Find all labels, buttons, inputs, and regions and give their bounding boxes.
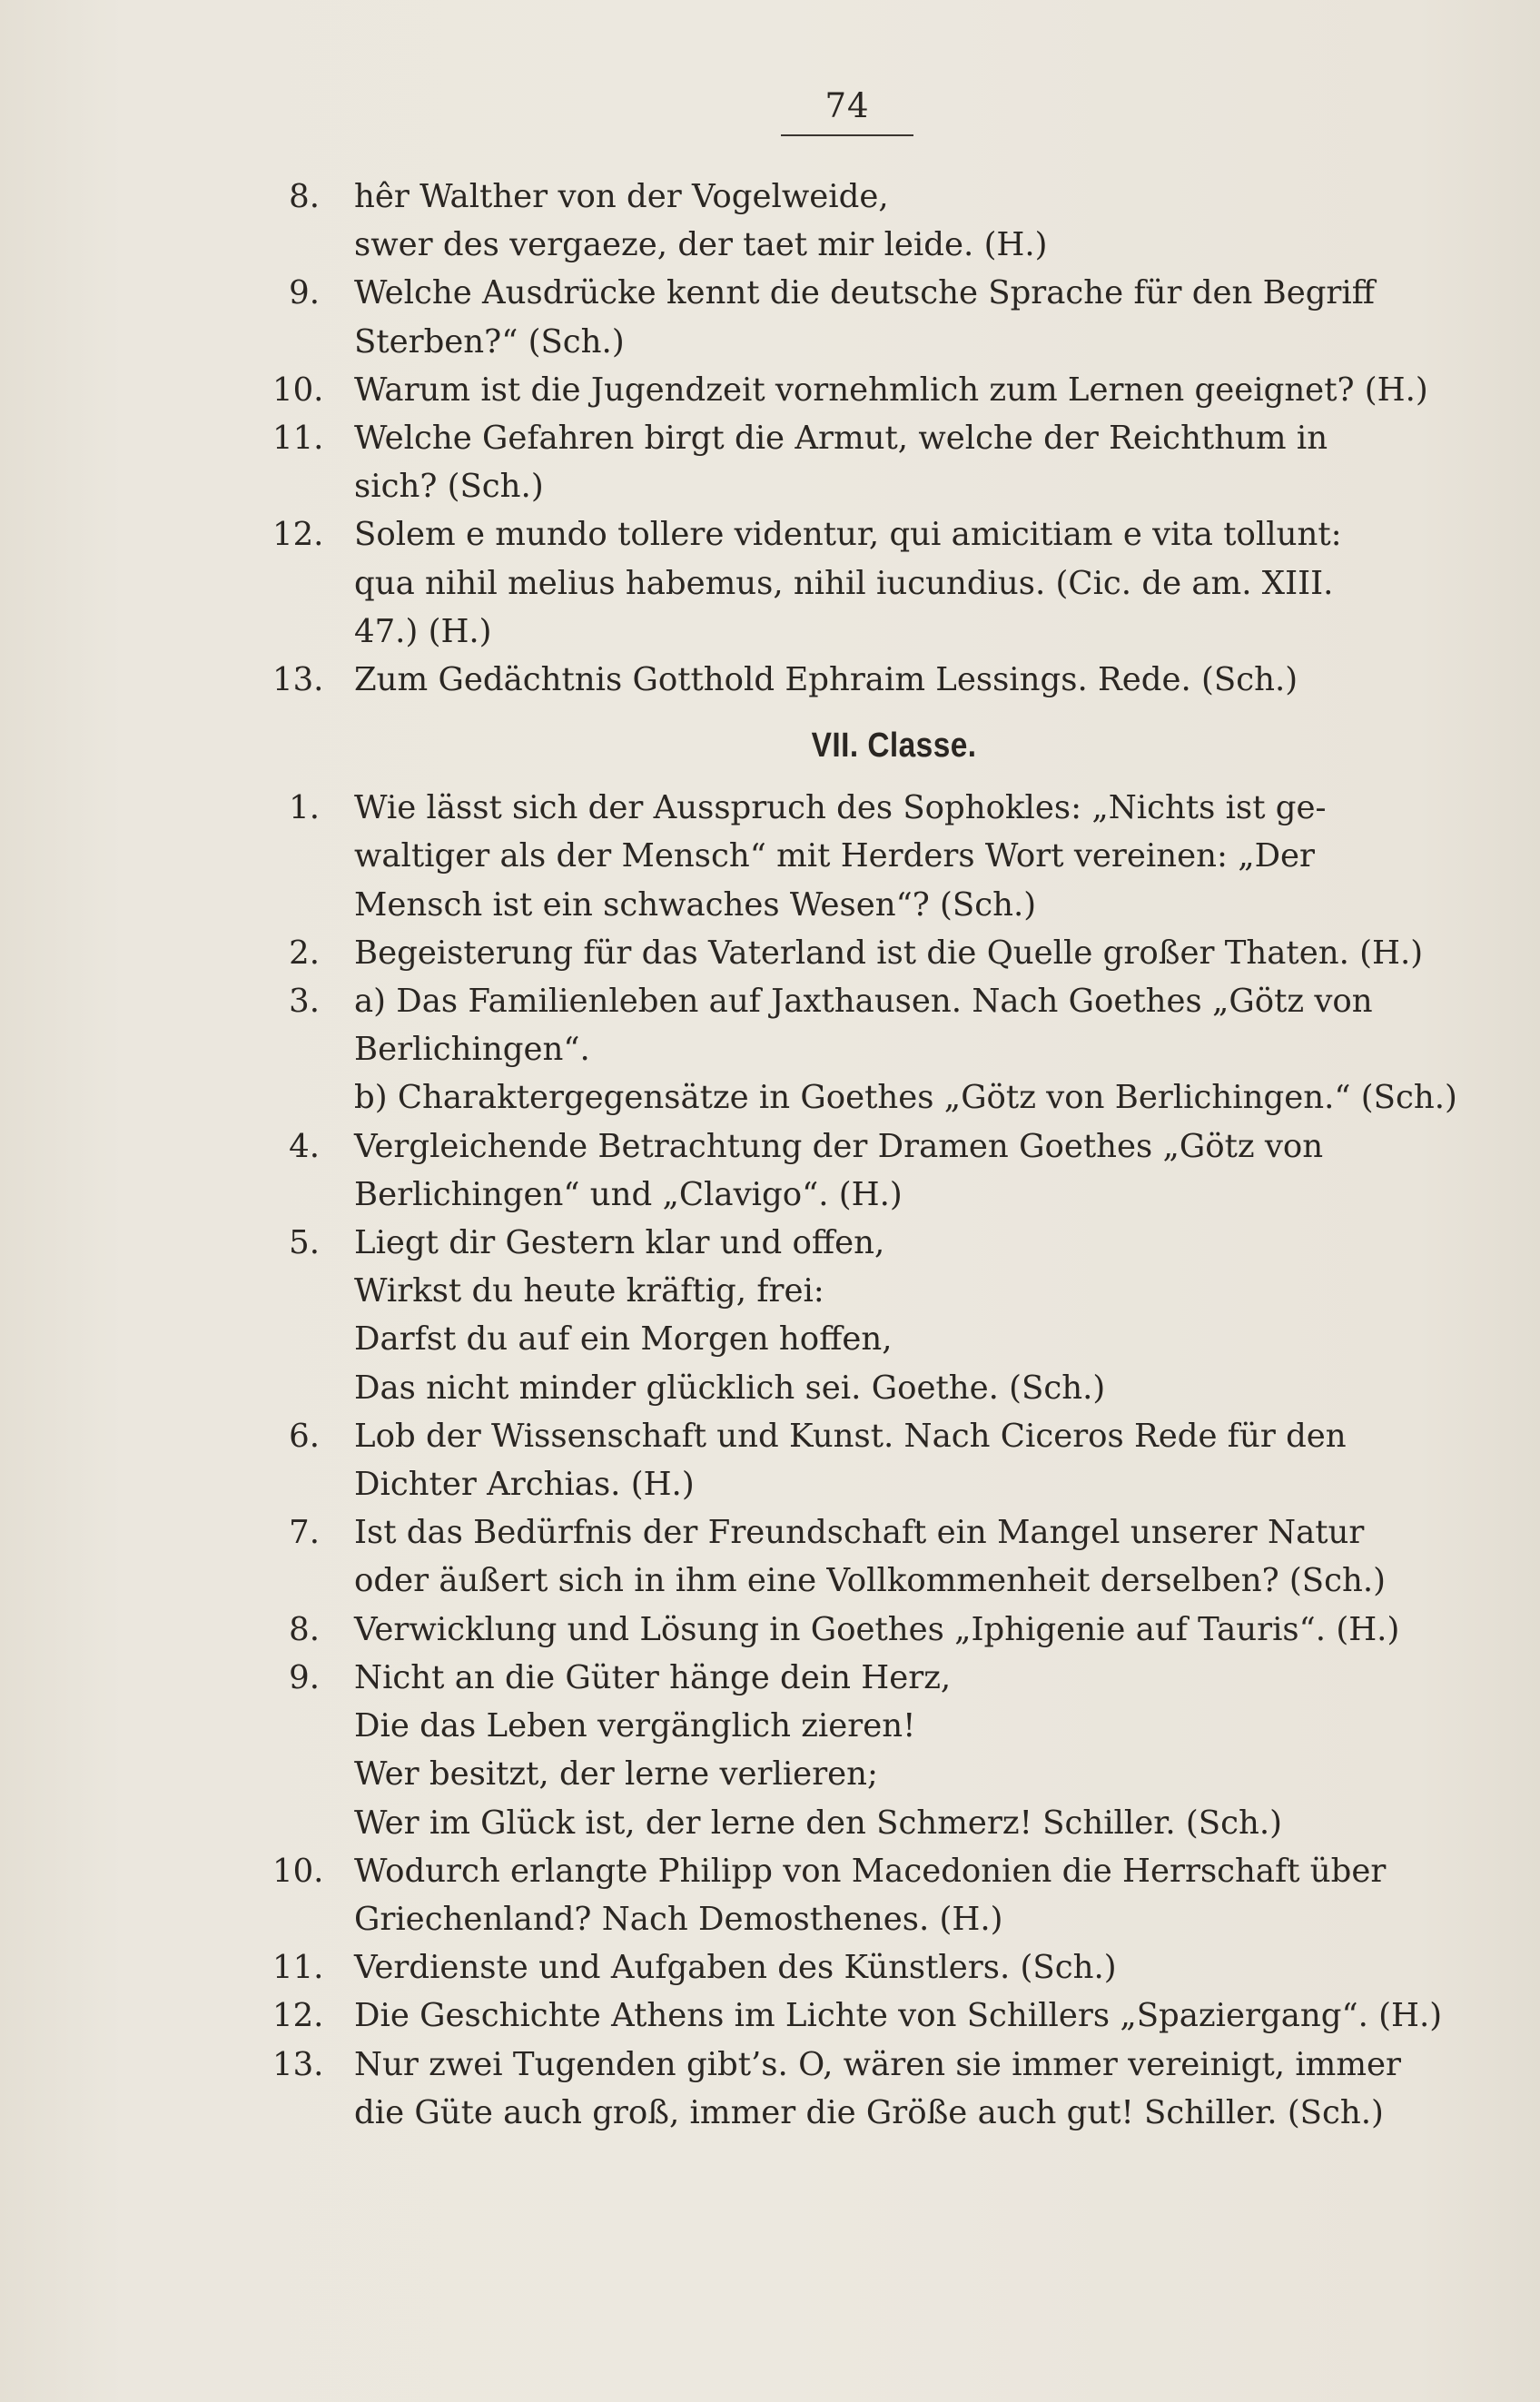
topic-item (272, 1219, 1444, 1412)
topic-text-line: Die Geschichte Athens im Lichte von Schillers „Spaziergang“. (H.) (354, 1997, 1443, 2035)
topic-text-line: Ist das Bedürfnis der Freundschaft ein Mangel unserer Natur (354, 1514, 1365, 1552)
topic-text-line: qua nihil melius habemus, nihil iucundius. (Cic. de am. XIII. (354, 564, 1334, 602)
topic-item (272, 269, 1444, 365)
topic-number: 13. (272, 2045, 324, 2083)
topic-text-line: Berlichingen“. (354, 1031, 590, 1069)
topic-number: 8. (289, 1610, 320, 1648)
topic-number: 13. (272, 661, 324, 699)
topic-text-line: sich? (Sch.) (354, 468, 544, 506)
topic-text-line: Nicht an die Güter hänge dein Herz, (354, 1658, 952, 1696)
topic-number: 12. (272, 516, 324, 554)
topic-text-line: Sterben?“ (Sch.) (354, 322, 625, 361)
topic-text-line: b) Charaktergegensätze in Goethes „Götz von Berlichingen.“ (Sch.) (354, 1079, 1457, 1117)
topic-item (272, 929, 1444, 977)
page-number-rule (781, 134, 913, 136)
topic-text-line: Begeisterung für das Vaterland ist die Quelle großer Thaten. (H.) (354, 934, 1424, 972)
topic-number: 12. (272, 1997, 324, 2035)
topic-number: 3. (289, 983, 320, 1021)
topic-text-line: oder äußert sich in ihm eine Vollkommenheit derselben? (Sch.) (354, 1562, 1386, 1600)
topic-text-line: Warum ist die Jugendzeit vornehmlich zum Lernen geeignet? (H.) (354, 371, 1428, 409)
topic-text-line: die Güte auch groß, immer die Größe auch gut! Schiller. (Sch.) (354, 2093, 1384, 2131)
topic-text-line: a) Das Familienleben auf Jaxthausen. Nach Goethes „Götz von (354, 983, 1373, 1021)
topic-number: 2. (289, 934, 320, 972)
topic-number: 5. (289, 1224, 320, 1262)
topic-item (272, 784, 1444, 929)
topic-text-line: Wie lässt sich der Ausspruch des Sophokles: „Nichts ist ge- (354, 789, 1327, 827)
topic-number: 8. (289, 178, 320, 215)
topic-item (272, 1943, 1444, 1992)
topic-text-line: Solem e mundo tollere videntur, qui amicitiam e vita tollunt: (354, 516, 1342, 554)
topic-text-line: Wodurch erlangte Philipp von Macedonien die Herrschaft über (354, 1852, 1387, 1890)
topic-text-line: Wer besitzt, der lerne verlieren; (354, 1755, 878, 1794)
topic-item (272, 414, 1444, 510)
topic-text-line: Verdienste und Aufgaben des Künstlers. (Sch.) (354, 1949, 1117, 1987)
topic-text-line: hêr Walther von der Vogelweide, (354, 178, 889, 215)
topic-text-line: Zum Gedächtnis Gotthold Ephraim Lessings. Rede. (Sch.) (354, 661, 1298, 699)
topic-list-vii (272, 784, 1457, 2137)
topic-text-line: Verwicklung und Lösung in Goethes „Iphigenie auf Tauris“. (H.) (354, 1610, 1400, 1648)
topic-text-line: Das nicht minder glücklich sei. Goethe. (Sch.) (354, 1369, 1106, 1407)
topic-item (272, 2041, 1444, 2137)
topic-text-line: 47.) (H.) (354, 612, 492, 650)
topic-text-line: Lob der Wissenschaft und Kunst. Nach Ciceros Rede für den (354, 1417, 1347, 1455)
topic-item (272, 1122, 1444, 1219)
topic-number: 11. (272, 420, 324, 458)
topic-item (272, 1412, 1444, 1508)
topic-number: 11. (272, 1949, 324, 1987)
topic-text-line: Wer im Glück ist, der lerne den Schmerz! Schiller. (Sch.) (354, 1804, 1282, 1842)
topic-item (272, 1606, 1444, 1654)
page-content (272, 173, 1457, 2137)
topic-item (272, 173, 1444, 269)
topic-number: 10. (272, 1852, 324, 1890)
topic-text-line: Berlichingen“ und „Clavigo“. (H.) (354, 1175, 903, 1213)
topic-text-line: Nur zwei Tugenden gibt’s. O, wären sie immer vereinigt, immer (354, 2045, 1401, 2083)
topic-number: 6. (289, 1417, 320, 1455)
topic-number: 7. (289, 1514, 320, 1552)
topic-item (272, 1654, 1444, 1847)
topic-item (272, 1992, 1444, 2040)
topic-text-line: Darfst du auf ein Morgen hoffen, (354, 1320, 893, 1359)
topic-text-line: Vergleichende Betrachtung der Dramen Goethes „Götz von (354, 1127, 1324, 1165)
topic-text-line: Welche Gefahren birgt die Armut, welche der Reichthum in (354, 420, 1328, 458)
topic-item (272, 656, 1444, 704)
topic-text-line: Mensch ist ein schwaches Wesen“? (Sch.) (354, 885, 1037, 924)
topic-number: 1. (289, 789, 320, 827)
topic-text-line: waltiger als der Mensch“ mit Herders Wort vereinen: „Der (354, 837, 1316, 875)
topic-text-line: swer des vergaeze, der taet mir leide. (H.) (354, 226, 1048, 264)
topic-item (272, 1508, 1444, 1605)
topic-list-vi (272, 173, 1444, 704)
topic-text-line: Welche Ausdrücke kennt die deutsche Sprache für den Begriff (354, 274, 1375, 312)
topic-text-line: Liegt dir Gestern klar und offen, (354, 1224, 885, 1262)
topic-number: 4. (289, 1127, 320, 1165)
section-heading: VII. Classe. (811, 727, 977, 766)
topic-item (272, 510, 1444, 656)
topic-text-line: Wirkst du heute kräftig, frei: (354, 1272, 824, 1310)
topic-item (272, 366, 1444, 414)
topic-number: 10. (272, 371, 324, 409)
topic-text-line: Griechenland? Nach Demosthenes. (H.) (354, 1900, 1003, 1938)
topic-item (272, 1847, 1444, 1943)
topic-text-line: Dichter Archias. (H.) (354, 1466, 695, 1504)
topic-number: 9. (289, 274, 320, 312)
topic-text-line: Die das Leben vergänglich zieren! (354, 1707, 916, 1745)
topic-item (272, 977, 1457, 1122)
topic-number: 9. (289, 1658, 320, 1696)
page-number: 74 (824, 86, 870, 125)
